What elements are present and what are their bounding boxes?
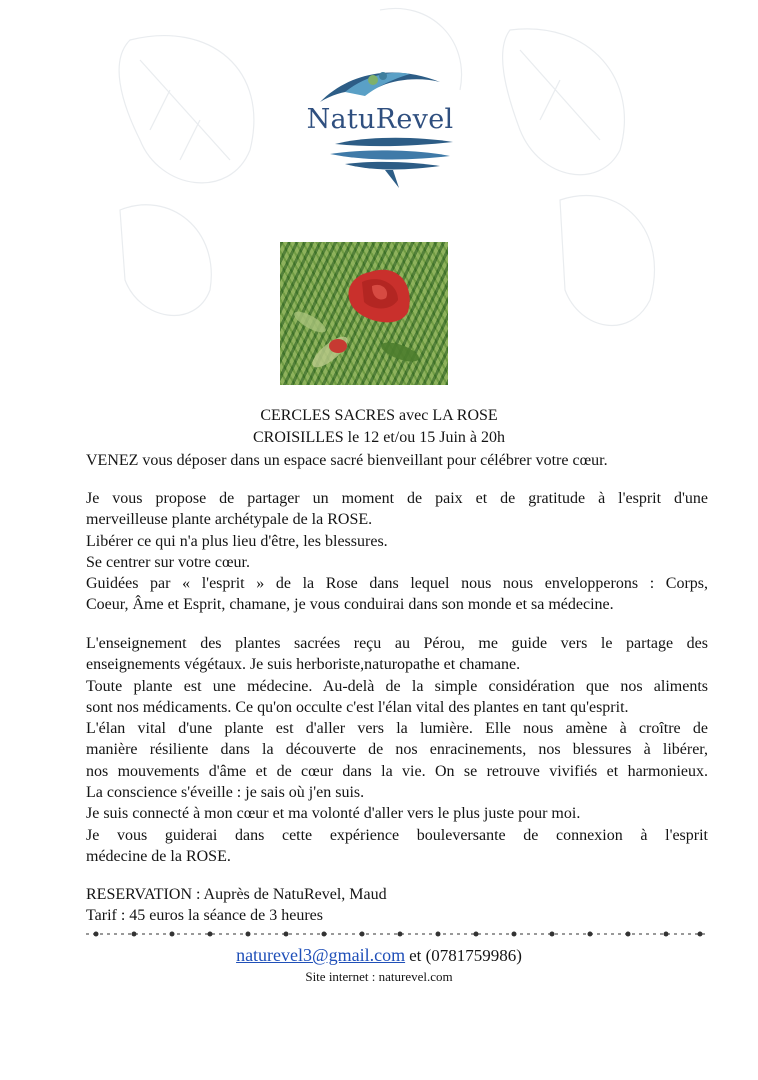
website-line: [0, 968, 758, 986]
text-line: Libérer ce qui n'a plus lieu d'être, les blessures.: [86, 532, 388, 550]
decorative-border-icon: [86, 927, 708, 941]
text-line: Je vous propose de partager un moment de paix et de gratitude à l'esprit d'une: [86, 490, 708, 507]
text-line: médecine de la ROSE.: [86, 847, 231, 865]
reservation-line: RESERVATION : Auprès de NatuRevel, Maud: [86, 886, 387, 903]
text-line: L'élan vital d'une plante est d'aller vers la lumière. Elle nous amène à croître de: [86, 720, 708, 738]
paragraph-invitation: [86, 488, 708, 616]
contact-line: [0, 945, 758, 966]
event-title: CERCLES SACRES avec LA ROSE: [260, 407, 498, 424]
text-line: Je vous guiderai dans cette expérience bouleversante de connexion à l'esprit: [86, 826, 708, 844]
rose-photo: [280, 242, 448, 385]
text-line: merveilleuse plante archétypale de la ROSE.: [86, 511, 373, 529]
red-rose-icon: [280, 242, 448, 385]
text-line: Guidées par « l'esprit » de la Rose dans lequel nous nous envelopperons : Corps,: [86, 575, 708, 593]
text-line: manière résiliente dans la découverte de nos enracinements, nos blessures à libérer,: [86, 741, 708, 759]
email-link[interactable]: naturevel3@gmail.com: [236, 945, 406, 965]
text-line: Je suis connecté à mon cœur et ma volonté d'aller vers le plus juste pour moi.: [86, 805, 581, 823]
paragraph-teaching: [86, 633, 708, 867]
text-line: sont nos médicaments. Ce qu'on occulte c'est l'élan vital des plantes en tant qu'esprit.: [86, 698, 629, 716]
logo-text: NatuRevel: [306, 104, 454, 135]
text-line: enseignements végétaux. Je suis herboriste,naturopathe et chamane.: [86, 656, 521, 674]
text-line: Toute plante est une médecine. Au-delà de la simple considération que nos aliments: [86, 677, 708, 695]
event-date: CROISILLES le 12 et/ou 15 Juin à 20h: [253, 429, 505, 446]
intro-line: VENEZ vous déposer dans un espace sacré bienveillant pour célébrer votre cœur.: [86, 452, 608, 469]
phone-number: et (0781759986): [409, 946, 522, 965]
text-line: La conscience s'éveille : je sais où j'en suis.: [86, 784, 365, 802]
text-line: Coeur, Âme et Esprit, chamane, je vous conduirai dans son monde et sa médecine.: [86, 596, 614, 614]
text-line: Se centrer sur votre cœur.: [86, 553, 250, 571]
text-line: L'enseignement des plantes sacrées reçu au Pérou, me guide vers le partage des: [86, 635, 708, 652]
tarif-line: Tarif : 45 euros la séance de 3 heures: [86, 907, 323, 925]
naturevel-logo: [275, 62, 485, 190]
intro-text: [86, 450, 708, 471]
reservation-block: [86, 884, 708, 927]
website-text: Site internet : naturevel.com: [305, 969, 453, 984]
text-line: nos mouvements d'âme et de cœur dans la vie. On se retrouve vivifiés et harmonieux.: [86, 762, 708, 780]
